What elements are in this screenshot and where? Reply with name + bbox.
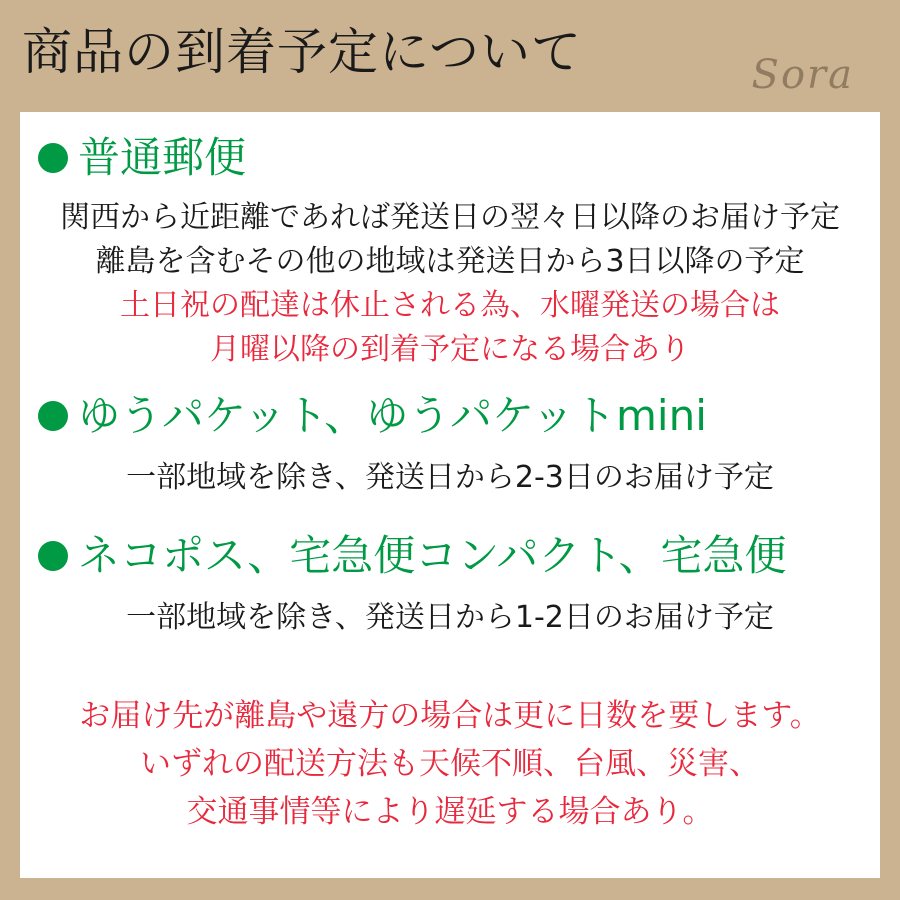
section-line-warning: 土日祝の配達は休止される為、水曜発送の場合は xyxy=(120,288,780,323)
section-heading-row xyxy=(20,134,880,182)
bullet-circle-icon xyxy=(38,143,68,173)
section-heading-label: ネコポス、宅急便コンパクト、宅急便 xyxy=(78,531,787,580)
section-heading-row xyxy=(20,392,880,440)
bullet-circle-icon xyxy=(38,541,68,571)
content-card xyxy=(20,112,880,878)
disclaimer-line: お届け先が離島や遠方の場合は更に日数を要します。 xyxy=(79,698,821,734)
section-line: 関西から近距離であれば発送日の翌々日以降のお届け予定 xyxy=(60,200,840,235)
section-line-warning: 月曜以降の到着予定になる場合あり xyxy=(210,332,690,367)
section-line: 一部地域を除き、発送日から1-2日のお届け予定 xyxy=(126,600,774,635)
section-heading-label: 普通郵便 xyxy=(78,133,247,182)
brand-logo: Sora xyxy=(751,52,854,98)
section-yu-packet xyxy=(20,392,880,500)
disclaimer-line: 交通事情等により遅延する場合あり。 xyxy=(186,794,714,830)
right-band xyxy=(880,0,900,900)
bullet-circle-icon xyxy=(38,401,68,431)
bottom-band xyxy=(0,878,900,900)
section-heading-label: ゆうパケット、ゆうパケットmini xyxy=(78,391,707,440)
left-band xyxy=(0,0,20,900)
section-line: 一部地域を除き、発送日から2-3日のお届け予定 xyxy=(126,460,774,495)
section-heading-row xyxy=(20,532,880,580)
section-nekopos xyxy=(20,532,880,640)
disclaimer-line: いずれの配送方法も天候不順、台風、災害、 xyxy=(140,746,760,782)
section-line: 離島を含むその他の地域は発送日から3日以降の予定 xyxy=(95,244,805,279)
delay-disclaimer xyxy=(20,692,880,836)
section-futsuu-yubin xyxy=(20,134,880,372)
page-title: 商品の到着予定について xyxy=(22,23,582,81)
